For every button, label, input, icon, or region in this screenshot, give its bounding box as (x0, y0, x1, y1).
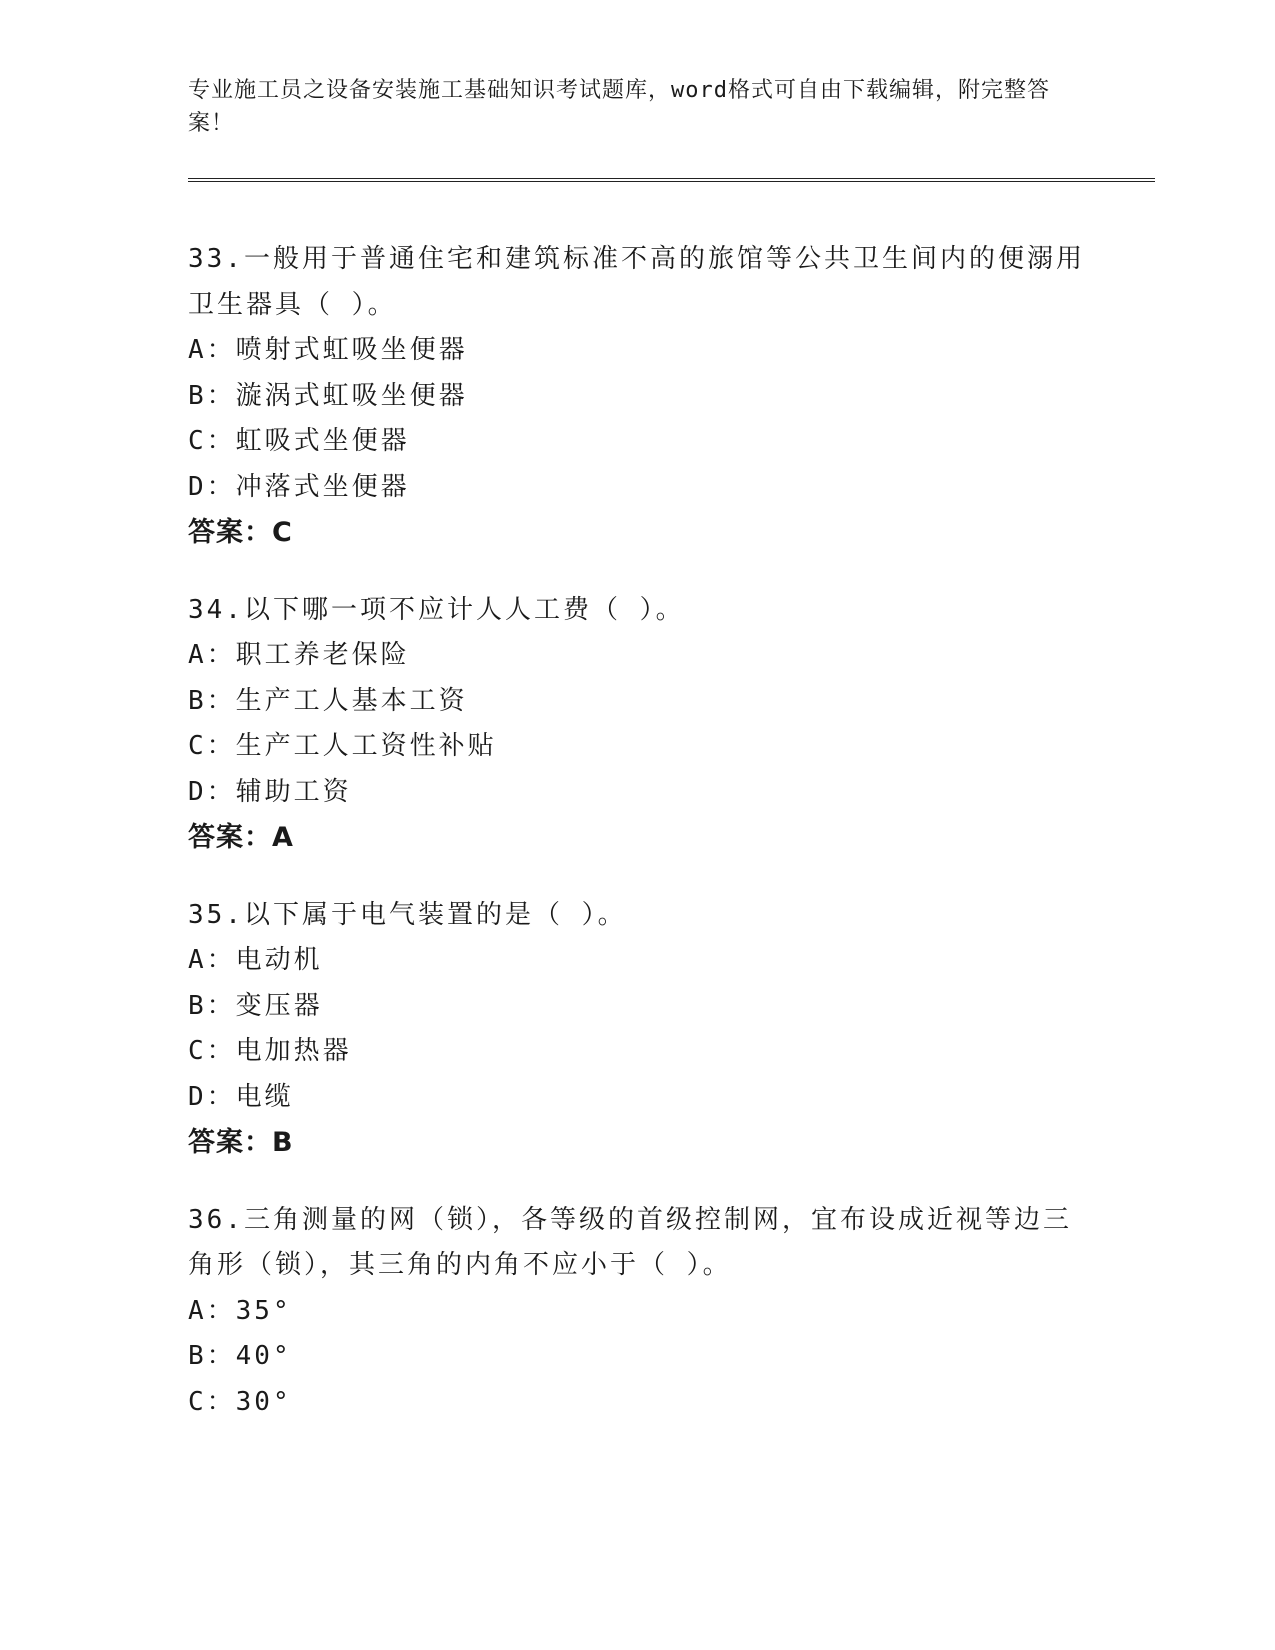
header-divider (188, 178, 1155, 182)
question-stem: 34.以下哪一项不应计人人工费（ ）。 (188, 594, 685, 625)
option-d: D：辅助工资 (188, 776, 352, 807)
option-a: A：喷射式虹吸坐便器 (188, 335, 468, 365)
question-36 (188, 1198, 1088, 1426)
question-35 (188, 893, 1088, 1166)
option-a: A：35° (188, 1295, 292, 1326)
question-stem: 33.一般用于普通住宅和建筑标准不高的旅馆等公共卫生间内的便溺用卫生器具（ ）。 (188, 244, 1085, 320)
answer: 答案：B (188, 1127, 294, 1158)
option-b: B：生产工人基本工资 (188, 685, 468, 716)
question-33 (188, 237, 1088, 556)
question-stem: 36.三角测量的网（锁），各等级的首级控制网，宜布设成近视等边三角形（锁），其三角的内角不应小于（ ）。 (188, 1204, 1072, 1280)
option-d: D：冲落式坐便器 (188, 471, 410, 502)
option-b: B：40° (188, 1341, 292, 1371)
question-list (188, 237, 1088, 1457)
option-c: C：电加热器 (188, 1036, 352, 1066)
option-c: C：虹吸式坐便器 (188, 426, 410, 456)
question-stem: 35.以下属于电气装置的是（ ）。 (188, 899, 627, 930)
option-d: D：电缆 (188, 1081, 294, 1112)
option-b: B：变压器 (188, 990, 323, 1021)
option-c: C：生产工人工资性补贴 (188, 731, 497, 761)
answer: 答案：A (188, 822, 294, 853)
document-header: 专业施工员之设备安装施工基础知识考试题库，word格式可自由下载编辑，附完整答案！ (188, 78, 1050, 136)
option-b: B：漩涡式虹吸坐便器 (188, 380, 468, 411)
option-a: A：职工养老保险 (188, 640, 410, 670)
answer: 答案：C (188, 517, 293, 548)
option-c: C：30° (188, 1386, 292, 1417)
question-34 (188, 588, 1088, 861)
option-a: A：电动机 (188, 945, 323, 975)
